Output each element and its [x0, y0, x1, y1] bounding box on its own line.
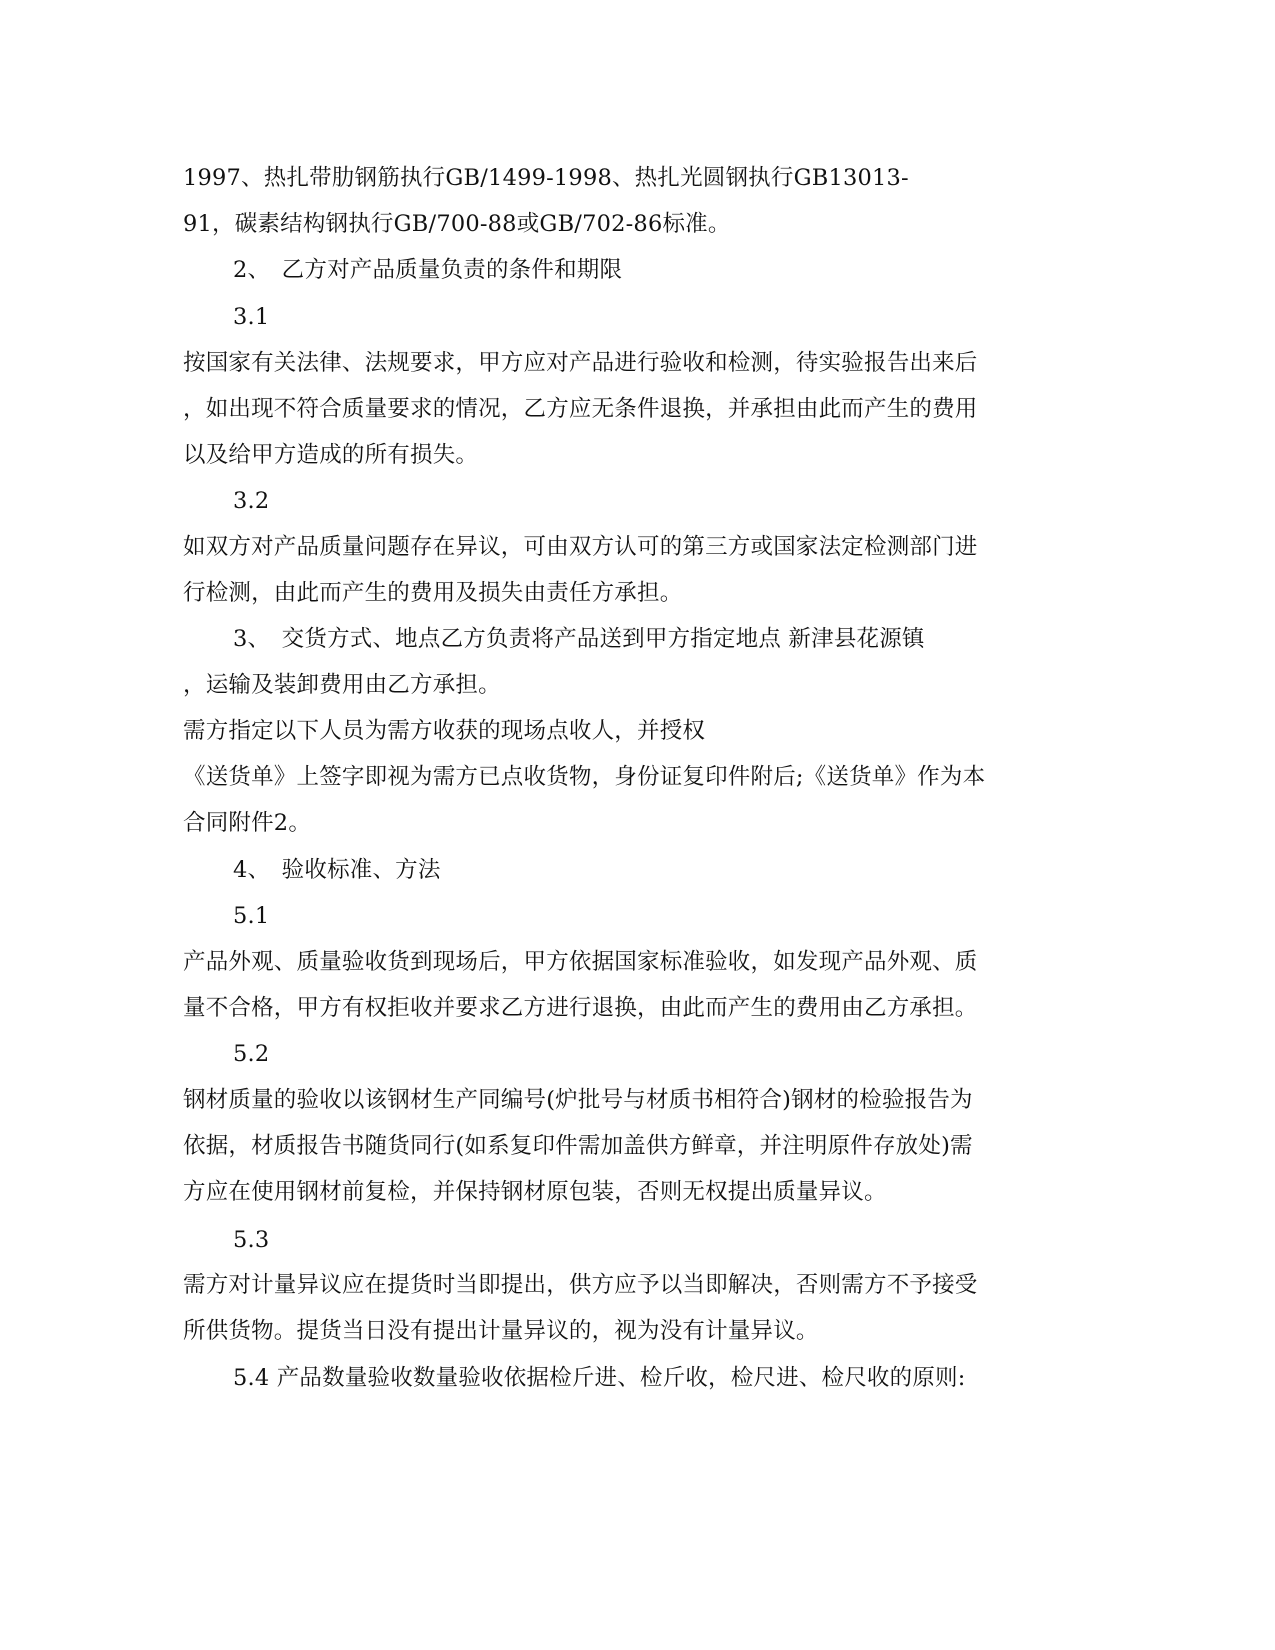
text-line: 以及给甲方造成的所有损失。: [183, 442, 479, 468]
clause-number: 5.3: [233, 1227, 270, 1253]
clause-number: 5.1: [233, 903, 270, 929]
text-line: 需方对计量异议应在提货时当即提出，供方应予以当即解决，否则需方不予接受: [183, 1272, 978, 1298]
text-line: 合同附件2。: [183, 810, 312, 836]
text-line: 按国家有关法律、法规要求，甲方应对产品进行验收和检测，待实验报告出来后: [183, 350, 978, 376]
text-line: ，运输及装卸费用由乙方承担。: [183, 672, 501, 698]
text-line: 所供货物。提货当日没有提出计量异议的，视为没有计量异议。: [183, 1318, 819, 1344]
section-heading: 2、 乙方对产品质量负责的条件和期限: [233, 257, 623, 283]
text-line: 行检测，由此而产生的费用及损失由责任方承担。: [183, 580, 683, 606]
text-line: 1997、热扎带肋钢筋执行GB/1499-1998、热扎光圆钢执行GB13013-: [183, 165, 909, 191]
text-line: 产品外观、质量验收货到现场后，甲方依据国家标准验收，如发现产品外观、质: [183, 949, 978, 975]
section-heading: 4、 验收标准、方法: [233, 857, 441, 883]
text-line: 91，碳素结构钢执行GB/700-88或GB/702-86标准。: [183, 211, 731, 237]
text-line: 依据，材质报告书随货同行(如系复印件需加盖供方鲜章，并注明原件存放处)需: [183, 1133, 973, 1159]
text-line: 如双方对产品质量问题存在异议，可由双方认可的第三方或国家法定检测部门进: [183, 534, 978, 560]
clause-number: 5.2: [233, 1041, 270, 1067]
clause-line: 5.4 产品数量验收数量验收依据检斤进、检斤收，检尺进、检尺收的原则:: [233, 1365, 966, 1391]
clause-number: 3.2: [233, 488, 270, 514]
text-line: ，如出现不符合质量要求的情况，乙方应无条件退换，并承担由此而产生的费用: [183, 396, 978, 422]
text-line: 《送货单》上签字即视为需方已点收货物，身份证复印件附后;《送货单》作为本: [183, 764, 986, 790]
text-line: 量不合格，甲方有权拒收并要求乙方进行退换，由此而产生的费用由乙方承担。: [183, 995, 978, 1021]
text-line: 方应在使用钢材前复检，并保持钢材原包装，否则无权提出质量异议。: [183, 1179, 887, 1205]
text-line: 需方指定以下人员为需方收获的现场点收人，并授权: [183, 718, 706, 744]
text-line: 钢材质量的验收以该钢材生产同编号(炉批号与材质书相符合)钢材的检验报告为: [183, 1087, 973, 1113]
section-heading: 3、 交货方式、地点乙方负责将产品送到甲方指定地点 新津县花源镇: [233, 626, 925, 652]
clause-number: 3.1: [233, 304, 270, 330]
